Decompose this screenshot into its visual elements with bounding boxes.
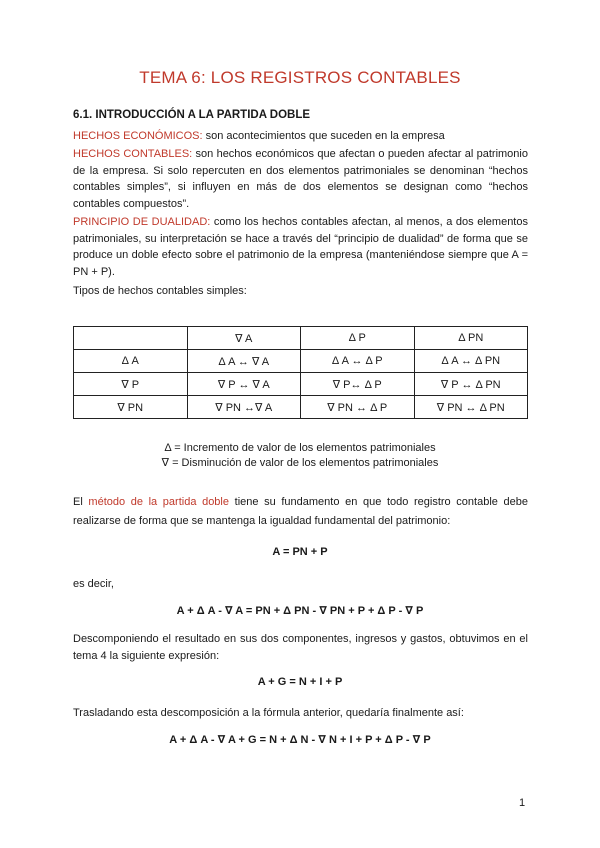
table-cell: ∇ P ↔ Δ PN <box>414 373 528 396</box>
table-row <box>74 373 528 396</box>
table-cell: ∇ PN ↔∇ A <box>187 396 301 419</box>
table-row <box>74 396 528 419</box>
table-header-cell: Δ PN <box>414 327 528 350</box>
term-principio-dualidad: PRINCIPIO DE DUALIDAD: <box>73 216 211 228</box>
formula-ingresos-gastos: A + G = N + I + P <box>257 676 343 688</box>
table-cell: ∇ PN ↔ Δ PN <box>414 396 528 419</box>
section-heading: 6.1. INTRODUCCIÓN A LA PARTIDA DOBLE <box>73 109 311 121</box>
text-hechos-economicos: son acontecimientos que suceden en la empresa <box>202 130 445 142</box>
formula-patrimonio: A = PN + P <box>272 546 328 558</box>
legend-decrement: ∇ = Disminución de valor de los elementos patrimoniales <box>161 457 439 469</box>
formula-final: A + Δ A - ∇ A + G = N + Δ N - ∇ N + I + P + Δ P - ∇ P <box>169 734 431 746</box>
page-number: 1 <box>519 797 526 809</box>
trasladando-paragraph: Trasladando esta descomposición a la fórmula anterior, quedaría finalmente así: <box>73 707 464 719</box>
table-cell: Δ A ↔ ∇ A <box>187 350 301 373</box>
table-header-cell: ∇ A <box>187 327 301 350</box>
term-hechos-economicos: HECHOS ECONÓMICOS: <box>73 130 203 142</box>
es-decir: es decir, <box>73 578 114 590</box>
table-cell: ∇ P <box>74 373 188 396</box>
definition-principio-dualidad <box>73 214 528 280</box>
text-principio-dualidad: como los hechos contables afectan, al menos, a dos elementos patrimoniales, su interpretación se hace a través del “principio de dualidad” de forma que se produce un doble efecto sobre el patrimonio de la empresa (manteniéndose siempre que A = PN + P). <box>73 216 528 278</box>
metodo-text: tiene su fundamento en que todo registro contable debe realizarse de forma que se mantenga la igualdad fundamental del patrimonio: <box>73 496 529 527</box>
table-header-cell: Δ P <box>301 327 415 350</box>
legend-increment: Δ = Incremento de valor de los elementos patrimoniales <box>164 442 436 454</box>
descomponiendo-paragraph: Descomponiendo el resultado en sus dos componentes, ingresos y gastos, obtuvimos en el tema 4 la siguiente expresión: <box>73 633 528 662</box>
metodo-paragraph <box>73 493 528 531</box>
table-header-cell <box>74 327 188 350</box>
formula-variaciones: A + Δ A - ∇ A = PN + Δ PN - ∇ PN + P + Δ P - ∇ P <box>176 605 424 617</box>
table-cell: Δ A ↔ Δ PN <box>414 350 528 373</box>
metodo-prefix: El <box>73 496 89 508</box>
term-hechos-contables: HECHOS CONTABLES: <box>73 148 193 160</box>
definition-hechos-economicos <box>73 128 528 145</box>
metodo-term: método de la partida doble <box>88 496 229 508</box>
table-cell: Δ A ↔ Δ P <box>301 350 415 373</box>
hechos-table <box>73 326 528 419</box>
page-title: TEMA 6: LOS REGISTROS CONTABLES <box>139 68 461 87</box>
table-cell: ∇ P ↔ ∇ A <box>187 373 301 396</box>
text-hechos-contables: son hechos económicos que afectan o pueden afectar al patrimonio de la empresa. Si solo repercuten en dos elementos patrimoniales se denominan “hechos contables simples”, si influyen en más de dos elementos se designan como “hechos contables compuestos”. <box>73 148 528 210</box>
table-header-row <box>74 327 528 350</box>
tipos-intro: Tipos de hechos contables simples: <box>73 285 247 297</box>
table-cell: ∇ P↔ Δ P <box>301 373 415 396</box>
table-cell: ∇ PN ↔ Δ P <box>301 396 415 419</box>
table-cell: ∇ PN <box>74 396 188 419</box>
table-cell: Δ A <box>74 350 188 373</box>
table-row <box>74 350 528 373</box>
definition-hechos-contables <box>73 146 528 212</box>
